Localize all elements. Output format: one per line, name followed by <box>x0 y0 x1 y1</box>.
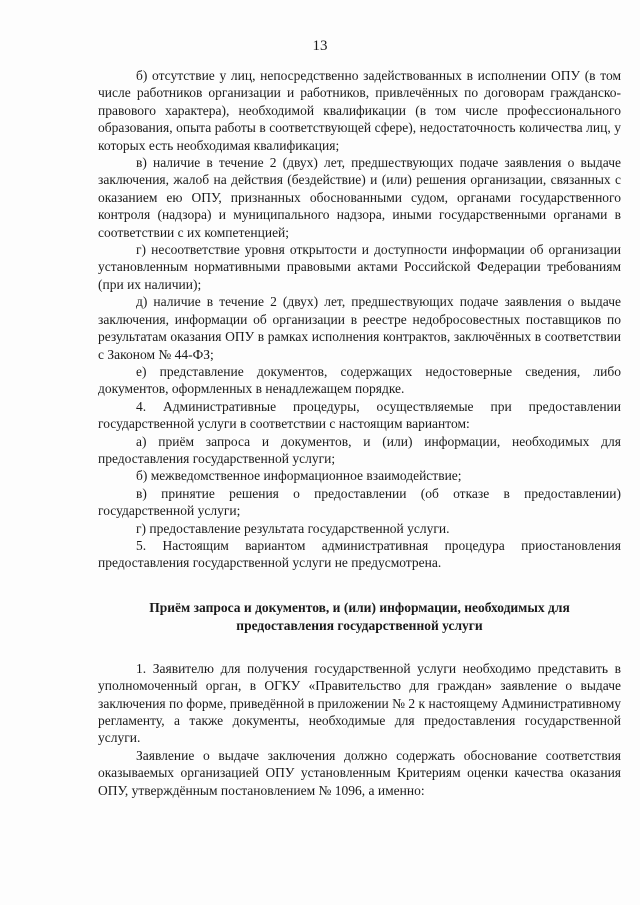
paragraph-4-procedures: 4. Административные процедуры, осуществляемые при предоставлении государственной услуги в соответствии с настоящим вариантом: <box>98 398 621 432</box>
paragraph-b-qualification: б) отсутствие у лиц, непосредственно задействованных в исполнении ОПУ (в том числе работников организации и работников, привлечённых по договорам гражданско-правового характера), необходимой квалификации (в том числе профессионального образования, опыта работы в соответствующей сфере), недостаточность количества лиц, у которых есть необходимая квалификация; <box>98 68 621 153</box>
paragraph-g-result: г) предоставление результата государственной услуги. <box>136 520 450 536</box>
paragraph-d-registry: д) наличие в течение 2 (двух) лет, предшествующих подаче заявления о выдаче заключения, информации об организации в реестре недобросовестных поставщиков по результатам оказания ОПУ в рамках исполнения контрактов, заключённых в соответствии с Законом № 44-ФЗ; <box>98 294 621 362</box>
paragraph-a-request: а) приём запроса и документов, и (или) информации, необходимых для предоставления государственной услуги; <box>98 433 621 466</box>
section-heading <box>98 599 621 635</box>
paragraph-5-suspension: 5. Настоящим вариантом административная процедура приостановления предоставления государственной услуги не предусмотрена. <box>98 537 621 571</box>
paragraph-v-complaints: в) наличие в течение 2 (двух) лет, предшествующих подаче заявления о выдаче заключения, жалоб на действия (бездействие) и (или) решения организации, связанных с оказанием ею ОПУ, признанных обоснованными судом, органами государственного контроля (надзора) и муниципального надзора, иными государственными органами в соответствии с их компетенцией; <box>98 155 621 240</box>
document-body <box>98 67 621 799</box>
section-heading-line2: предоставления государственной услуги <box>236 617 483 633</box>
paragraph-1-applicant: 1. Заявителю для получения государственной услуги необходимо представить в уполномоченный орган, в ОГКУ «Правительство для граждан» заявление о выдаче заключения по форме, приведённой в приложении № 2 к настоящему Административному регламенту, а также документы, необходимые для предоставления государственной услуги. <box>98 660 621 746</box>
paragraph-application-content: Заявление о выдаче заключения должно содержать обоснование соответствия оказываемых организацией ОПУ установленным Критериям оценки качества оказания ОПУ, утверждённым постановлением № 1096, а именно: <box>98 747 621 798</box>
section-heading-line1: Приём запроса и документов, и (или) информации, необходимых для <box>149 599 570 615</box>
paragraph-v-decision: в) принятие решения о предоставлении (об отказе в предоставлении) государственной услуги; <box>98 485 621 519</box>
page-number: 13 <box>312 38 328 54</box>
paragraph-e-false-documents: е) представление документов, содержащих недостоверные сведения, либо документов, оформленных в ненадлежащем порядке. <box>98 363 621 397</box>
paragraph-b-interaction: б) межведомственное информационное взаимодействие; <box>136 468 462 484</box>
paragraph-g-openness: г) несоответствие уровня открытости и доступности информации об организации установленным нормативными правовыми актами Российской Федерации требованиям (при их наличии); <box>98 242 621 292</box>
